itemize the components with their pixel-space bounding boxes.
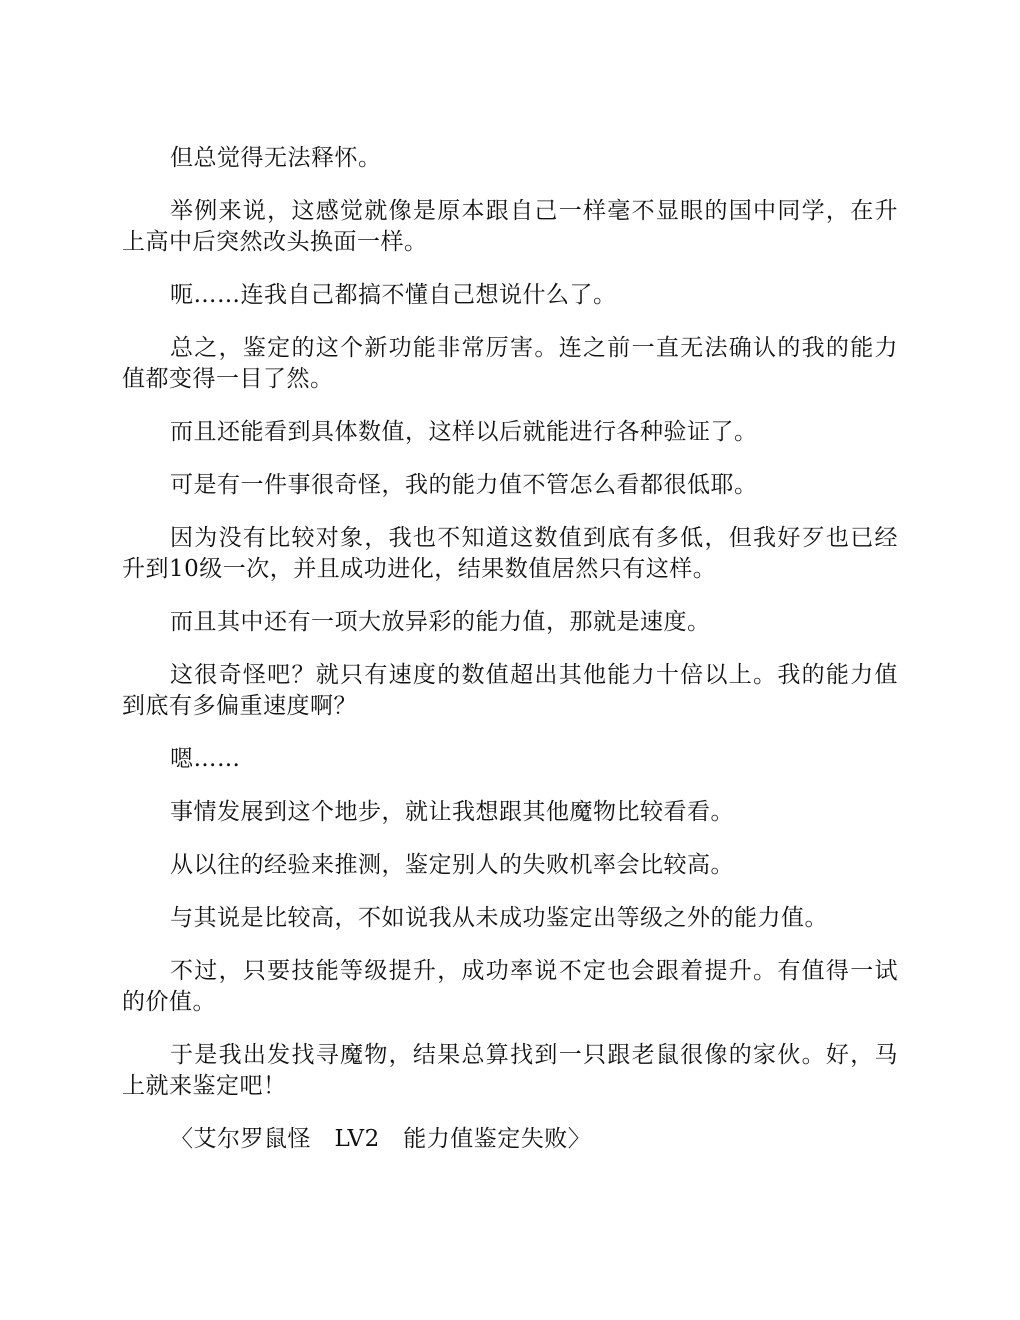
- paragraph-3: 呃……连我自己都搞不懂自己想说什么了。: [170, 282, 617, 308]
- paragraph-6: 可是有一件事很奇怪，我的能力值不管怎么看都很低耶。: [170, 472, 758, 498]
- document-page: [122, 143, 898, 1177]
- paragraph-1: 但总觉得无法释怀。: [170, 145, 382, 171]
- paragraph-4: 总之，鉴定的这个新功能非常厉害。连之前一直无法确认的我的能力值都变得一目了然。: [122, 335, 898, 392]
- paragraph-15: 于是我出发找寻魔物，结果总算找到一只跟老鼠很像的家伙。好，马上就来鉴定吧！: [122, 1042, 898, 1099]
- paragraph-10: 嗯……: [170, 746, 241, 772]
- paragraph-9: 这很奇怪吧？就只有速度的数值超出其他能力十倍以上。我的能力值到底有多偏重速度啊？: [122, 662, 898, 719]
- paragraph-11: 事情发展到这个地步，就让我想跟其他魔物比较看看。: [170, 799, 734, 825]
- paragraph-14: 不过，只要技能等级提升，成功率说不定也会跟着提升。有值得一试的价值。: [122, 958, 898, 1015]
- paragraph-8: 而且其中还有一项大放异彩的能力值，那就是速度。: [170, 609, 711, 635]
- paragraph-5: 而且还能看到具体数值，这样以后就能进行各种验证了。: [170, 419, 758, 445]
- paragraph-7: 因为没有比较对象，我也不知道这数值到底有多低，但我好歹也已经升到10级一次，并且成功进化，结果数值居然只有这样。: [122, 525, 898, 582]
- paragraph-16: 〈艾尔罗鼠怪 LV2 能力值鉴定失败〉: [170, 1126, 592, 1152]
- paragraph-2: 举例来说，这感觉就像是原本跟自己一样毫不显眼的国中同学，在升上高中后突然改头换面一样。: [122, 198, 898, 255]
- paragraph-12: 从以往的经验来推测，鉴定别人的失败机率会比较高。: [170, 852, 734, 878]
- paragraph-13: 与其说是比较高，不如说我从未成功鉴定出等级之外的能力值。: [170, 905, 828, 931]
